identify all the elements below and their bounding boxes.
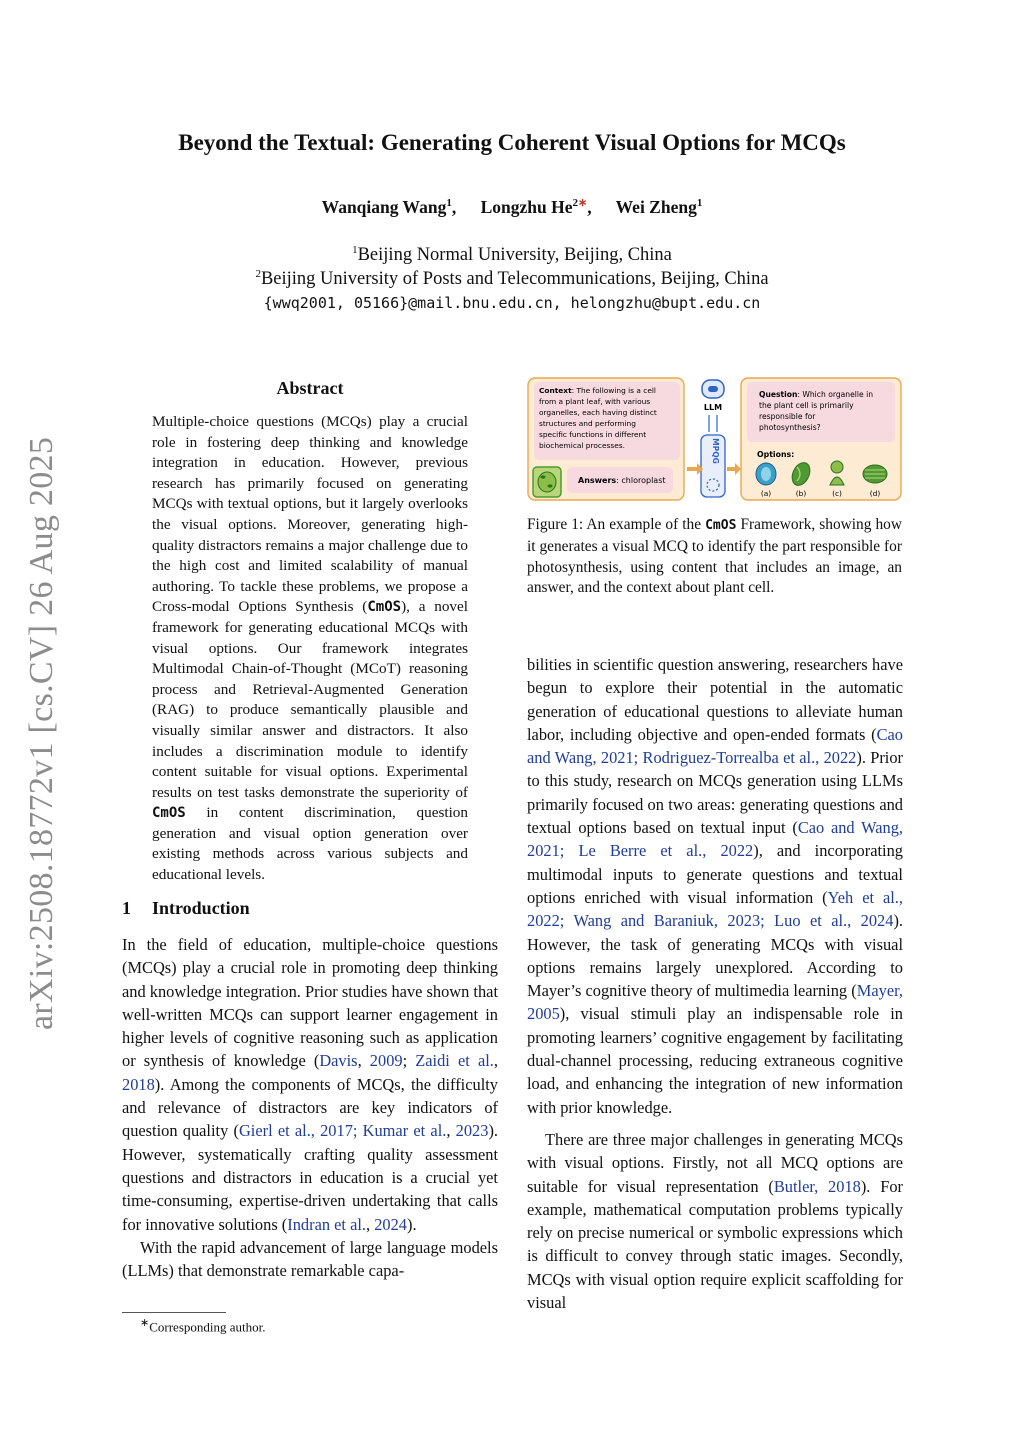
paragraph-text: ). Prior to this study, research on MCQs generation using LLMs primarily focused on two areas: generating questions and textual options based on textual input ( — [527, 748, 903, 838]
affiliation-text: Beijing University of Posts and Telecommunications, Beijing, China — [260, 269, 769, 290]
citation-link[interactable]: Cao and Wang, 2021; Rodriguez-Torrealba et al., 2022 — [527, 724, 903, 768]
paragraph-text: ), visual stimuli play an indispensable role in promoting learners’ cognitive engagement by facilitating dual-channel processing, reducing extraneous cognitive load, and enhancing the integration of new information with prior knowledge. — [527, 1004, 903, 1117]
citation-link[interactable]: 2023 — [455, 1121, 489, 1141]
figure-caption — [527, 515, 902, 599]
author-name: Longzhu He — [480, 196, 573, 217]
cmos-name: CmOS — [705, 518, 737, 533]
paragraph-text: ). However, systematically crafting quality assessment questions and distractors in education is a crucial yet time-consuming, expertise-driven undertaking that calls for innovative solutions ( — [122, 1121, 498, 1234]
section-title: Introduction — [152, 898, 250, 918]
context-text: structures and performing — [539, 419, 636, 428]
paragraph-text: ). Among the components of MCQs, the difficulty and relevance of distractors are key indicators of question quality ( — [122, 1074, 498, 1141]
llm-icon — [702, 380, 724, 398]
question-text: Question: Which organelle in — [759, 390, 874, 399]
answers-text: Answers: chloroplast — [578, 476, 666, 485]
abstract-text: Multiple-choice questions (MCQs) play a crucial role in fostering deep thinking and knowledge integration in education. However, previous research has primarily focused on generating MCQs with textual options, but it largely overlooks the visual options. Moreover, generating high-quality distractors remains a major challenge due to the high cost and limited scalability of manual authoring. To tackle these problems, we propose a Cross-modal Options Synthesis ( — [152, 413, 468, 616]
paragraph-text: bilities in scientific question answering, researchers have begun to explore their potential in the automatic generation of educational questions to alleviate human labor, including objective and open-ended formats ( — [527, 655, 903, 744]
mpqg-label: MPQG — [711, 438, 720, 464]
citation-link[interactable]: Cao and Wang, 2021; Le Berre et al., 2022 — [527, 818, 903, 861]
paragraph: In the field of education, multiple-choice questions (MCQs) play a crucial role in promoting deep thinking and knowledge integration. Prior studies have shown that well-written MCQs can support learner engagement in higher levels of cognitive reasoning such as application or synthesis of knowledge (Davis, 2009; Zaidi et al., 2018). Among the components of MCQs, the difficulty and relevance of distractors are key indicators of question quality (Gierl et al., 2017; Kumar et al., 2023). However, systematically crafting quality assessment questions and distractors in education is a crucial yet time-consuming, expertise-driven undertaking that calls for innovative solutions (Indran et al., 2024). — [122, 935, 499, 1234]
affiliation-1 — [0, 244, 1024, 266]
paragraph-text: ). — [406, 1214, 417, 1234]
section-heading — [122, 898, 250, 919]
options-label: Options: — [757, 450, 795, 459]
abstract-heading: Abstract — [276, 378, 344, 398]
author-separator: , — [451, 196, 457, 217]
citation-link[interactable]: 2009 — [369, 1051, 403, 1071]
paragraph — [527, 1128, 903, 1314]
llm-label: LLM — [703, 403, 723, 412]
author-list: Wanqiang Wang$^1$, Longzhu $He^{2∗}$, Wei Zheng$^1$ — [321, 196, 703, 217]
section-number: 1 — [122, 898, 131, 918]
citation-link[interactable]: Indran et al. — [287, 1214, 366, 1234]
footnote-rule — [122, 1312, 226, 1313]
citation-link[interactable]: Davis — [319, 1051, 358, 1071]
context-text: Context: The following is a cell — [539, 386, 656, 395]
paragraph-text: ). For example, mathematical computation problems typically rely on precise numerical or symbolic expressions which is difficult to convey through static images. Secondly, MCQs with visual option require explicit scaffolding for visual — [527, 1176, 903, 1313]
paragraph-text: ). However, the task of generating MCQs with visual options remains largely unexplored. According to Mayer’s cognitive theory of multimedia learning ( — [527, 911, 903, 1001]
author-affil-sup: 1 — [446, 197, 452, 209]
cmos-name: CmOS — [152, 805, 186, 822]
question-text: photosynthesis? — [759, 423, 821, 432]
corresponding-mark: ∗ — [577, 197, 588, 209]
citation-link[interactable]: Yeh et al., 2022; Wang and Baraniuk, 2023; Luo et al., 2024 — [527, 887, 903, 931]
context-text: specific functions in different — [539, 430, 647, 439]
abstract-text: in content discrimination, question generation and visual option generation over existing methods across various subjects and educational levels. — [152, 804, 468, 884]
author-affil-sup: 1 — [696, 197, 703, 209]
paragraph-text: There are three major challenges in generating MCQs with visual options. Firstly, not all MCQ options are suitable for visual representation ( — [527, 1129, 903, 1196]
affiliation-sup: 2 — [255, 268, 261, 280]
paper-title: Beyond the Textual: Generating Coherent Visual Options for MCQs — [178, 130, 846, 155]
citation-link[interactable]: 2018 — [122, 1074, 155, 1094]
affiliation-sup: 1 — [352, 244, 358, 256]
abstract-text: ), a novel framework for generating educational MCQs with visual options. Our framework integrates Multimodal Chain-of-Thought (MCoT) reasoning process and Retrieval-Augmented Generation (RAG) to produce semantically plausible and visually similar answer and distractors. It also includes a discrimination module to identify content suitable for visual options. Experimental results on test tasks demonstrate the superiority of — [152, 598, 468, 801]
flow-arrow-out — [727, 463, 741, 475]
citation-link[interactable]: Butler, 2018 — [773, 1176, 861, 1196]
option-a-image — [756, 463, 776, 485]
arxiv-identifier[interactable]: arXiv:2508.18772v1 [cs.CV] 26 Aug 2025 — [23, 436, 60, 1030]
citation-link[interactable]: Mayer, 2005 — [527, 981, 903, 1024]
footnote — [140, 1316, 265, 1335]
context-text: biochemical processes. — [539, 441, 625, 450]
author-name: Wei Zheng — [615, 196, 697, 217]
footnote-mark: ∗ — [140, 1317, 150, 1329]
option-letter: (b) — [795, 489, 807, 498]
paragraph — [527, 653, 903, 1119]
author-affil-sup: 2 — [572, 197, 578, 209]
question-text: the plant cell is primarily — [759, 401, 854, 410]
citation-link[interactable]: 2024 — [374, 1214, 407, 1234]
context-text: from a plant leaf, with various — [539, 397, 651, 406]
paragraph: With the rapid advancement of large language models (LLMs) that demonstrate remarkable capa- — [122, 1237, 498, 1281]
figure-1 — [527, 377, 902, 502]
option-letter: (c) — [832, 489, 842, 498]
context-text: organelles, each having distinct — [539, 408, 657, 417]
paragraph-text: In the field of education, multiple-choice questions (MCQs) play a crucial role in promoting deep thinking and knowledge integration. Prior studies have shown that well-written MCQs can support learner engagement in higher levels of cognitive reasoning such as application or synthesis of knowledge ( — [122, 935, 499, 1071]
option-letter: (d) — [869, 489, 881, 498]
citation-link[interactable]: Gierl et al., 2017; Kumar et al. — [238, 1121, 447, 1141]
left-column-body — [122, 933, 498, 1282]
affiliation-text: Beijing Normal University, Beijing, China — [357, 245, 672, 266]
option-d-image — [863, 465, 887, 483]
option-letter: (a) — [760, 489, 772, 498]
caption-text: Figure 1: An example of the — [527, 516, 706, 533]
plant-cell-image — [533, 467, 561, 497]
affiliation-2 — [0, 268, 1024, 290]
author-emails[interactable]: {wwq2001, 05166}@mail.bnu.edu.cn, helongzhu@bupt.edu.cn — [263, 294, 761, 312]
cmos-name: CmOS — [367, 599, 402, 616]
author-name: Wanqiang Wang — [321, 196, 447, 217]
abstract-body — [152, 412, 468, 886]
question-text: responsible for — [759, 412, 816, 421]
footnote-text: Corresponding author. — [149, 1319, 266, 1335]
paragraph-text: ), and incorporating multimodal inputs to generate questions and textual options enriched with visual information ( — [527, 841, 903, 907]
citation-link[interactable]: Zaidi et al. — [415, 1051, 494, 1071]
right-column-body — [527, 653, 903, 1314]
caption-text: Framework, showing how it generates a visual MCQ to identify the part responsible for photosynthesis, using content that includes an image, an answer, and the context about plant cell. — [527, 516, 902, 597]
